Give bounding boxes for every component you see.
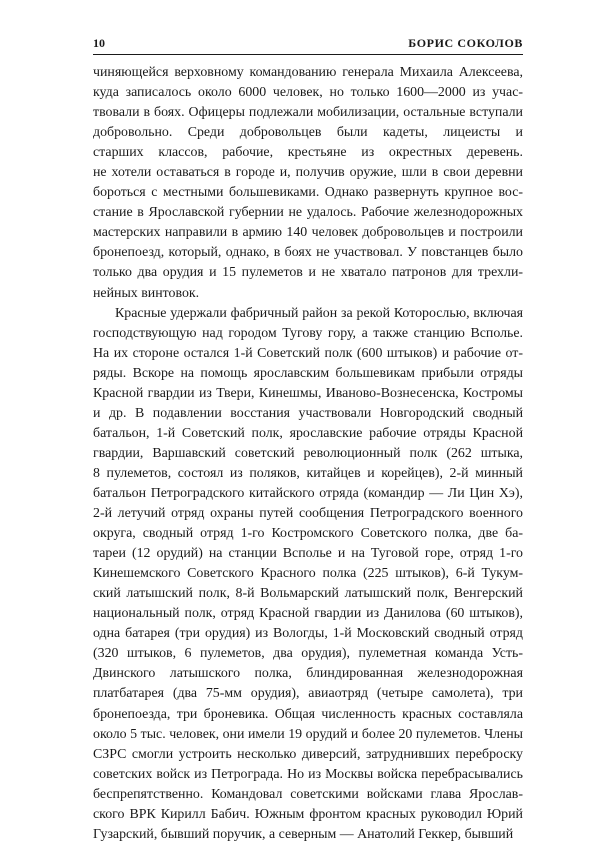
- text-line: твовали в боях. Офицеры подлежали мобилизации, остальные вступали: [93, 105, 523, 121]
- text-line: ского ВРК Кирилл Бабич. Южным фронтом красных руководил Юрий: [93, 806, 523, 822]
- text-body: [93, 63, 523, 845]
- running-head: [93, 34, 523, 55]
- text-line: и др. В подавлении восстания участвовали Новгородский сводный: [93, 405, 523, 421]
- text-line: Красные удержали фабричный район за рекой Которослью, включая: [115, 305, 523, 321]
- text-line: только два орудия и 15 пулеметов и не хватало патронов для трехли-: [93, 265, 523, 281]
- text-line: ский латышский полк, 8-й Вольмарский латышский полк, Венгерский: [93, 586, 523, 602]
- text-line: Двинского латышского полка, блиндированная железнодорожная: [93, 666, 523, 682]
- text-line: ряды. Вскоре на помощь ярославским большевикам прибыли отряды: [93, 365, 523, 381]
- text-line: чиняющейся верховному командованию генерала Михаила Алексеева,: [93, 65, 523, 80]
- text-line: старших классов, рабочие, крестьяне из окрестных деревень.: [93, 145, 523, 161]
- text-line: тареи (12 орудий) на станции Всполье и на Туговой горе, отряд 1-го: [93, 546, 523, 562]
- text-line: Красной гвардии из Твери, Кинешмы, Иваново-Вознесенска, Костромы: [93, 385, 523, 401]
- text-line: господствующую над городом Тугову гору, а также станцию Всполье.: [93, 325, 523, 341]
- book-author: БОРИС СОКОЛОВ: [408, 36, 523, 50]
- text-line: национальный полк, отряд Красной гвардии из Данилова (60 штыков),: [93, 606, 523, 622]
- text-line: бороться с местными большевиками. Однако развернуть крупное вос-: [93, 185, 523, 201]
- text-line: советских войск из Петрограда. Но из Москвы войска перебрасывались: [93, 766, 523, 782]
- page-number: 10: [93, 36, 105, 50]
- text-line: гвардии, Варшавский советский революционный полк (262 штыка,: [93, 445, 523, 461]
- text-line: батальон, 1-й Советский полк, ярославские рабочие отряды Красной: [93, 425, 523, 441]
- text-line: округа, сводный отряд 1-го Костромского Советского полка, две ба-: [93, 526, 523, 542]
- text-line: одна батарея (три орудия) из Вологды, 1-й Московский сводный отряд: [93, 626, 523, 642]
- text-line: куда записалось около 6000 человек, но только 1600—2000 из учас-: [93, 85, 523, 101]
- text-line: стание в Ярославской губернии не удалось. Рабочие железнодорожных: [93, 205, 523, 221]
- text-line: нейных винтовок.: [93, 285, 200, 301]
- text-line: 2-й летучий отряд охраны путей сообщения Петроградского военного: [93, 506, 523, 522]
- text-line: СЗРС смогли устроить несколько диверсий, затруднивших переброску: [93, 746, 523, 762]
- text-line: батальон Петроградского китайского отряда (командир — Ли Цин Хэ),: [93, 485, 523, 501]
- text-line: платбатарея (два 75-мм орудия), авиаотряд (четыре самолета), три: [93, 686, 523, 702]
- text-line: 8 пулеметов, состоял из поляков, китайцев и корейцев), 2-й минный: [93, 465, 523, 481]
- text-line: На их стороне остался 1-й Советский полк (600 штыков) и рабочие от-: [93, 345, 523, 361]
- text-line: бронепоезд, который, однако, в боях не участвовал. У повстанцев было: [93, 245, 523, 261]
- text-line: мастерских направили в армию 140 человек добровольцев и построили: [93, 225, 523, 241]
- text-line: беспрепятственно. Командовал советскими войсками глава Ярослав-: [93, 786, 523, 802]
- text-line: около 5 тыс. человек, они имели 19 орудий и более 20 пулеметов. Члены: [93, 726, 523, 742]
- paragraph: [93, 63, 523, 304]
- text-line: не хотели оставаться в городе и, получив оружие, шли в свои деревни: [93, 165, 523, 181]
- text-line: добровольно. Среди добровольцев были кадеты, лицеисты и: [93, 125, 523, 141]
- paragraph: [93, 304, 523, 845]
- text-line: Кинешемского Советского Красного полка (225 штыков), 6-й Тукум-: [93, 566, 523, 582]
- text-line: бронепоезда, три броневика. Общая численность красных составляла: [93, 706, 523, 722]
- text-line: (320 штыков, 6 пулеметов, два орудия), пулеметная команда Усть-: [93, 646, 523, 662]
- text-line: Гузарский, бывший поручик, а северным — Анатолий Геккер, бывший: [93, 826, 514, 842]
